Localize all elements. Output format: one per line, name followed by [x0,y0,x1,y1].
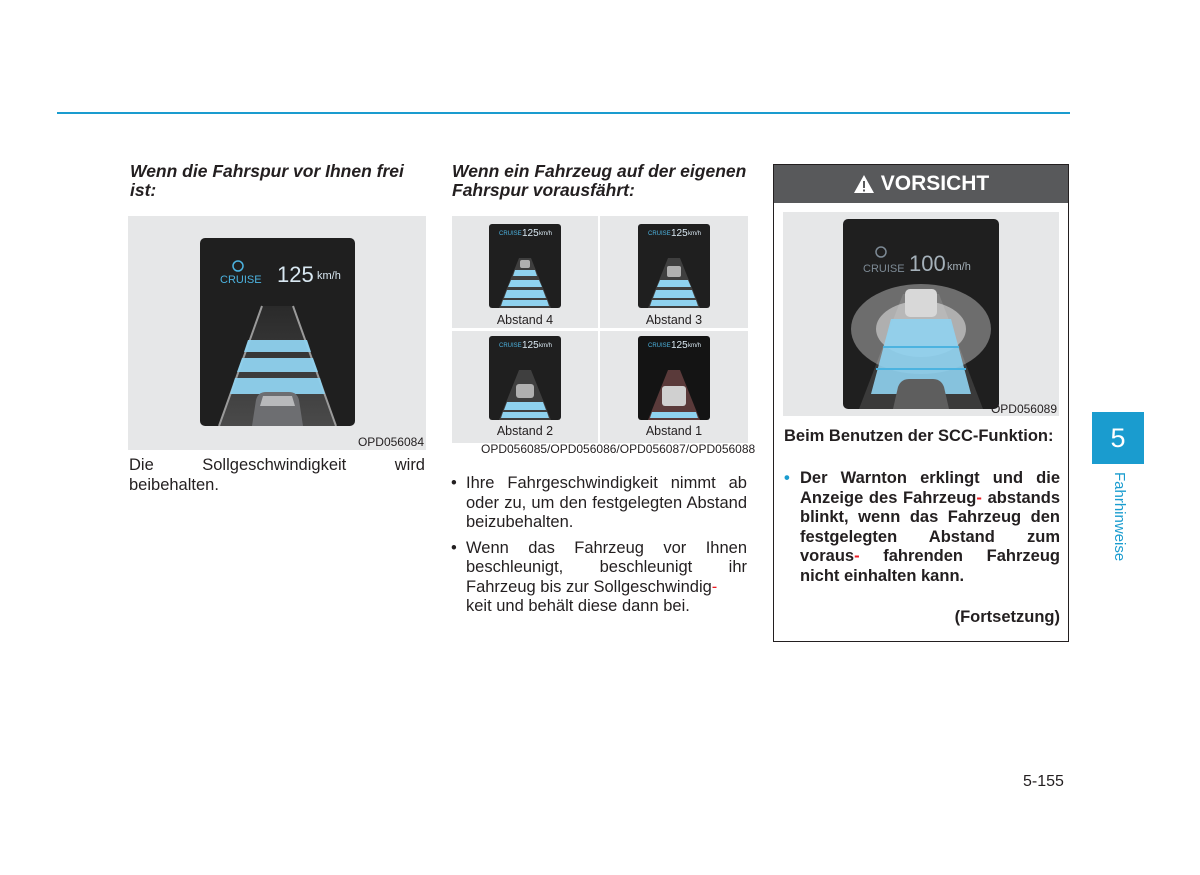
tile-unit: km/h [539,231,553,237]
tile-mode: CRUISE [648,231,671,237]
tile-label: Abstand 2 [496,424,554,438]
tile-speed: 125 [671,340,688,351]
cruise-icon [876,247,886,257]
display-mode: CRUISE [863,263,905,275]
figure-clear-lane [128,216,426,450]
col1-heading: Wenn die Fahrspur vor Ihnen frei ist: [130,161,404,200]
cruise-icon [233,261,243,271]
figure-code: OPD056085/OPD056086/OPD056087/OPD056088 [481,442,756,456]
chapter-tab: 5 [1092,412,1144,464]
instrument-display [200,238,355,426]
col1-body: Die Sollgeschwindigkeit wird beibehalten. [129,456,425,494]
instrument-display [843,219,999,409]
caution-intro: Beim Benutzen der SCC-Funktion: [784,427,1054,445]
tile-label: Abstand 4 [496,313,554,327]
distance-tile-2 [452,331,598,443]
distance-tile-4 [452,216,598,328]
warning-icon [853,174,875,194]
tile-unit: km/h [688,231,702,237]
display-speed: 100 [909,251,946,276]
top-rule [57,112,1070,114]
display-unit: km/h [947,261,971,273]
display-graphic [843,219,999,409]
display-mode: CRUISE [220,274,262,286]
chapter-label: Fahrhinweise [1111,472,1128,562]
display-speed: 125 [277,262,314,287]
distance-tile-3 [600,216,748,328]
tile-speed: 125 [522,340,539,351]
caution-bullet: • Der Warnton erklingt und die Anzeige des Fahrzeug- abstands blinkt, wenn das Fahrzeug den festgelegten Abstand zum voraus- fahrenden Fahrzeug nicht einhalten kann. [784,469,1061,585]
col2-bullet-list [451,474,747,623]
tile-mode: CRUISE [499,231,522,237]
caution-box [773,164,1069,642]
tile-label: Abstand 1 [645,424,703,438]
caution-header [774,165,1068,203]
tile-label: Abstand 3 [645,313,703,327]
display-unit: km/h [317,270,341,282]
list-item: • Ihre Fahrgeschwindigkeit nimmt ab oder zu, um den festgelegten Abstand beizubehalten. [451,474,747,531]
list-item: • Wenn das Fahrzeug vor Ihnen beschleunigt, beschleunigt ihr Fahrzeug bis zur Sollgeschwindig- keit und behält diese dann bei. [451,538,747,615]
tile-mode: CRUISE [499,343,522,349]
continued-note: (Fortsetzung) [954,608,1060,626]
tile-unit: km/h [688,343,702,349]
tile-unit: km/h [539,343,553,349]
caution-title: VORSICHT [880,172,990,195]
bullet-dot: • [784,469,790,487]
caution-figure [783,212,1059,416]
tile-mode: CRUISE [648,343,671,349]
col2-heading: Wenn ein Fahrzeug auf der eigenen Fahrspur vorausfährt: [452,161,747,200]
figure-code: OPD056089 [990,402,1057,416]
figure-code: OPD056084 [357,435,424,449]
page-number: 5-155 [1023,773,1064,790]
tile-speed: 125 [522,228,539,239]
distance-tile-1 [600,331,748,443]
tile-speed: 125 [671,228,688,239]
